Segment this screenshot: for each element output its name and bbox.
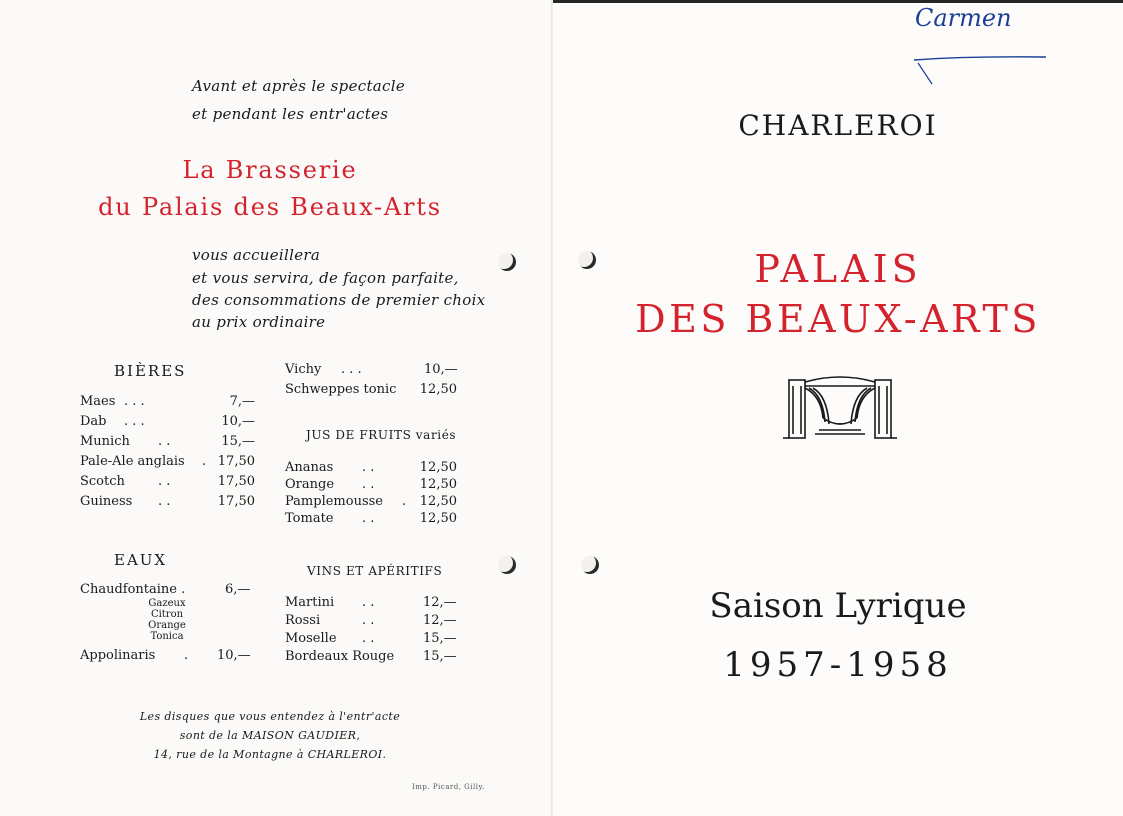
punch-hole-icon (578, 251, 596, 269)
eaux-sub-item: Gazeux (148, 598, 186, 609)
right-page (553, 0, 1123, 816)
left-page (0, 0, 553, 816)
intro-line-1: Avant et après le spectacle (192, 77, 405, 95)
disques-line-2: sont de la MAISON GAUDIER, (179, 729, 361, 742)
list-item: Rossi . . 12,— (285, 613, 457, 628)
vins-heading: VINS ET APÉRITIFS (307, 564, 443, 578)
handwriting-stroke-icon (908, 30, 1058, 90)
welcome-line-3: des consommations de premier choix (192, 291, 486, 309)
list-item: Schweppes tonic 12,50 (285, 382, 457, 397)
eaux-heading: EAUX (114, 551, 168, 569)
list-item: Pale-Ale anglais . 17,50 (80, 454, 255, 469)
list-item: Scotch . . 17,50 (80, 474, 255, 489)
brasserie-title-2: du Palais des Beaux-Arts (98, 193, 442, 221)
punch-hole-icon (581, 556, 599, 574)
list-item: Chaudfontaine . 6,— (80, 582, 251, 597)
eaux-sub-item: Citron (150, 609, 184, 620)
punch-hole-icon (498, 556, 516, 574)
imprint: Imp. Picard, Gilly. (412, 783, 485, 791)
list-item: Bordeaux Rouge 15,— (285, 649, 457, 664)
eaux-sub-item: Orange (148, 620, 186, 631)
disques-line-3: 14, rue de la Montagne à CHARLEROI. (153, 748, 387, 761)
city-title: CHARLEROI (738, 109, 938, 142)
welcome-line-2: et vous servira, de façon parfaite, (192, 269, 459, 287)
list-item: Dab . . . 10,— (80, 414, 255, 429)
brasserie-title-1: La Brasserie (182, 156, 358, 184)
welcome-line-1: vous accueillera (192, 246, 321, 264)
list-item: Maes . . . 7,— (80, 394, 255, 409)
list-item: Martini . . 12,— (285, 595, 457, 610)
list-item: Tomate . . 12,50 (285, 511, 457, 526)
welcome-line-4: au prix ordinaire (192, 313, 326, 331)
disques-line-1: Les disques que vous entendez à l'entr'acte (139, 710, 401, 723)
list-item: Moselle . . 15,— (285, 631, 457, 646)
theatre-stage-icon (779, 374, 901, 446)
list-item: Ananas . . 12,50 (285, 460, 457, 475)
list-item: Guiness . . 17,50 (80, 494, 255, 509)
list-item: Orange . . 12,50 (285, 477, 457, 492)
jus-heading: JUS DE FRUITS variés (306, 428, 457, 442)
bieres-heading: BIÈRES (114, 362, 187, 380)
punch-hole-icon (498, 253, 516, 271)
palais-title-1: PALAIS (754, 247, 922, 291)
list-item: Munich . . 15,— (80, 434, 255, 449)
eaux-sub-item: Tonica (150, 631, 184, 642)
list-item: Vichy . . . 10,— (285, 362, 458, 377)
years-title: 1957-1958 (723, 645, 953, 685)
list-item: Pamplemousse . 12,50 (285, 494, 457, 509)
intro-line-2: et pendant les entr'actes (192, 105, 389, 123)
list-item: Appolinaris . 10,— (80, 648, 251, 663)
palais-title-2: DES BEAUX-ARTS (635, 297, 1041, 341)
saison-title: Saison Lyrique (709, 586, 967, 626)
handwritten-note: Carmen (915, 4, 1012, 32)
top-edge (553, 0, 1123, 3)
